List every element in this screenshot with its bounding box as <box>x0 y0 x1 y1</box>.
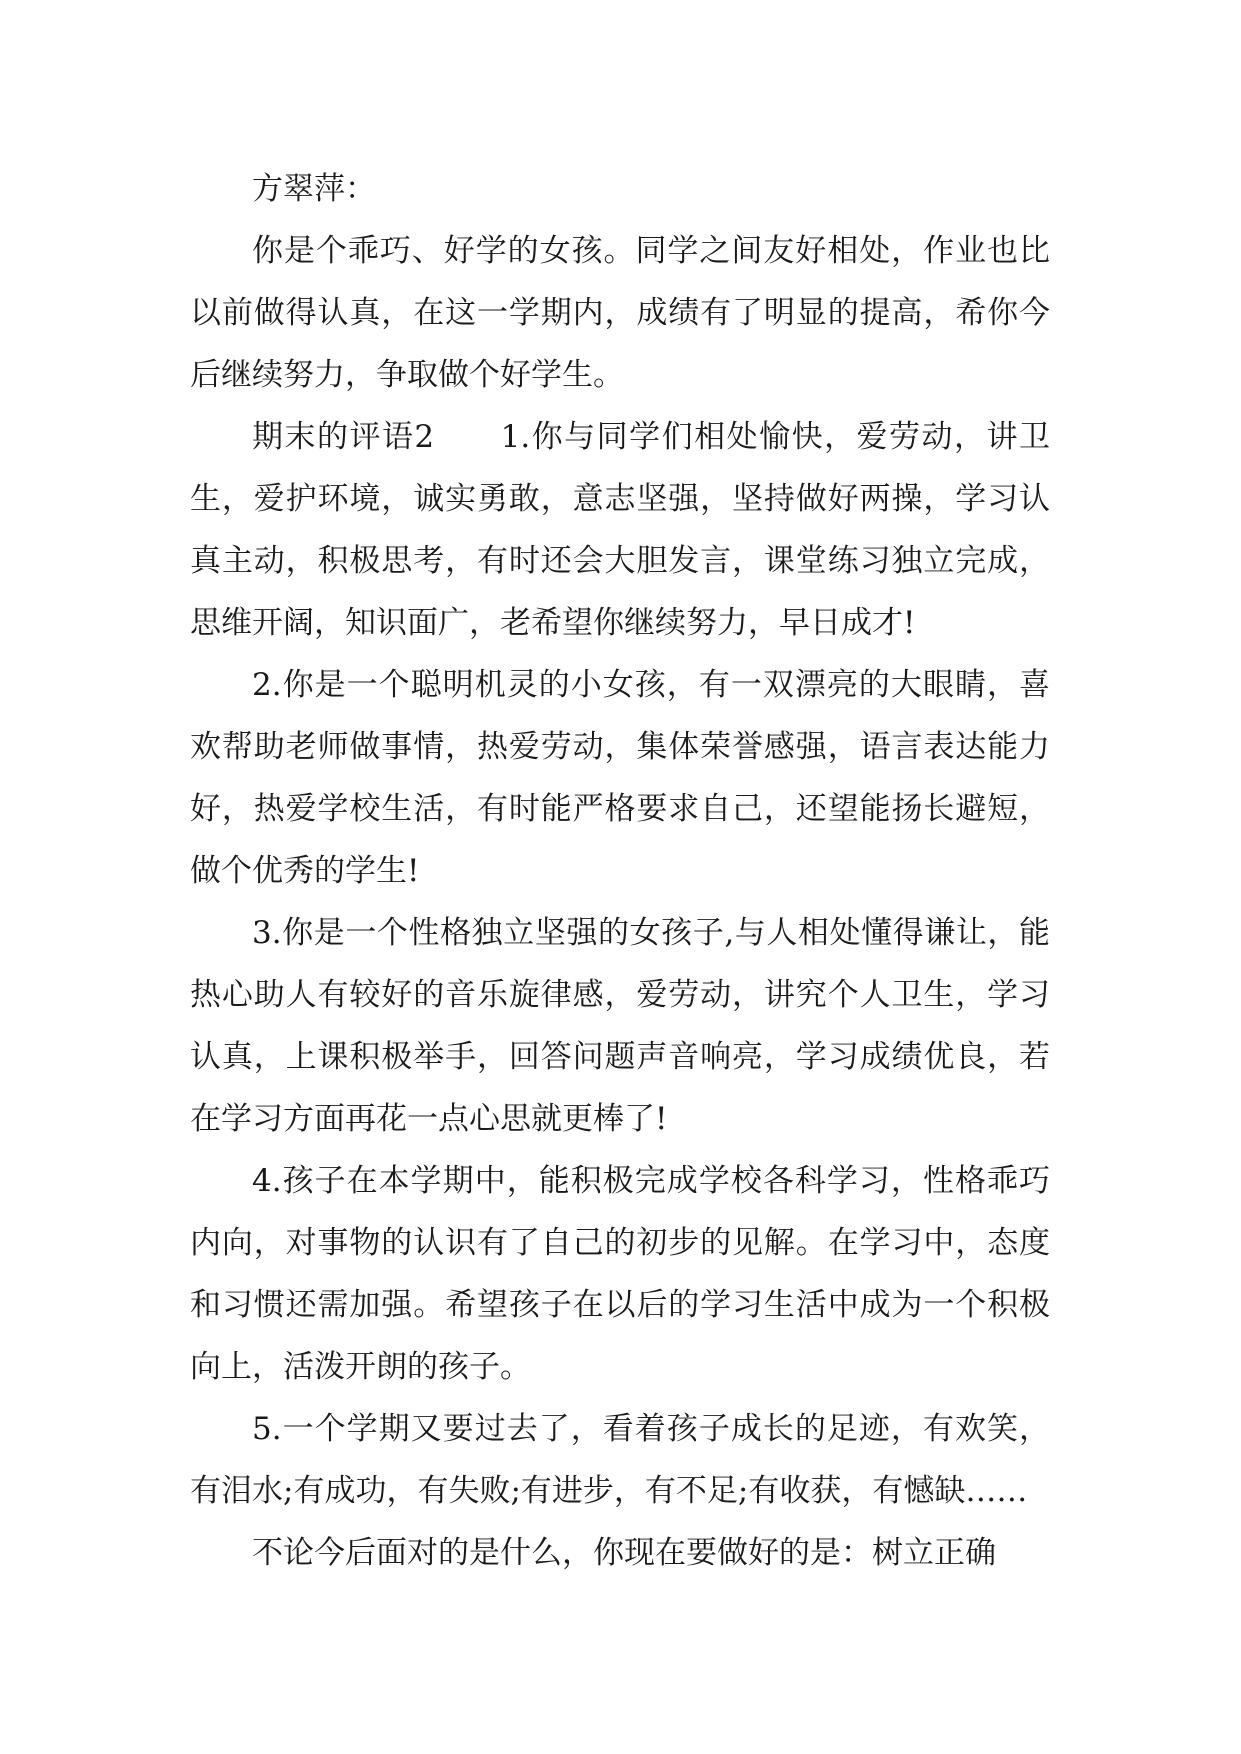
document-body <box>190 158 1050 1584</box>
paragraph-4: 3.你是一个性格独立坚强的女孩子,与人相处懂得谦让，能热心助人有较好的音乐旋律感，爱劳动，讲究个人卫生，学习认真，上课积极举手，回答问题声音响亮，学习成绩优良，若在学习方面再花一点心思就更棒了! <box>190 915 1050 1137</box>
paragraph-2: 期末的评语2 1.你与同学们相处愉快，爱劳动，讲卫生，爱护环境，诚实勇敢，意志坚强，坚持做好两操，学习认真主动，积极思考，有时还会大胆发言，课堂练习独立完成，思维开阔，知识面广，老希望你继续努力，早日成才! <box>190 419 1050 641</box>
paragraph-1: 你是个乖巧、好学的女孩。同学之间友好相处，作业也比以前做得认真，在这一学期内，成绩有了明显的提高，希你今后继续努力，争取做个好学生。 <box>190 233 1050 393</box>
paragraph-5: 4.孩子在本学期中，能积极完成学校各科学习，性格乖巧内向，对事物的认识有了自己的初步的见解。在学习中，态度和习惯还需加强。希望孩子在以后的学习生活中成为一个积极向上，活泼开朗的孩子。 <box>190 1163 1050 1385</box>
paragraph-6: 5.一个学期又要过去了，看着孩子成长的足迹，有欢笑，有泪水;有成功，有失败;有进步，有不足;有收获，有憾缺…… <box>190 1411 1050 1509</box>
salutation: 方翠萍： <box>252 171 376 207</box>
paragraph-7: 不论今后面对的是什么，你现在要做好的是：树立正确 <box>252 1535 996 1571</box>
paragraph-3: 2.你是一个聪明机灵的小女孩，有一双漂亮的大眼睛，喜欢帮助老师做事情，热爱劳动，集体荣誉感强，语言表达能力好，热爱学校生活，有时能严格要求自己，还望能扬长避短，做个优秀的学生! <box>190 667 1050 889</box>
